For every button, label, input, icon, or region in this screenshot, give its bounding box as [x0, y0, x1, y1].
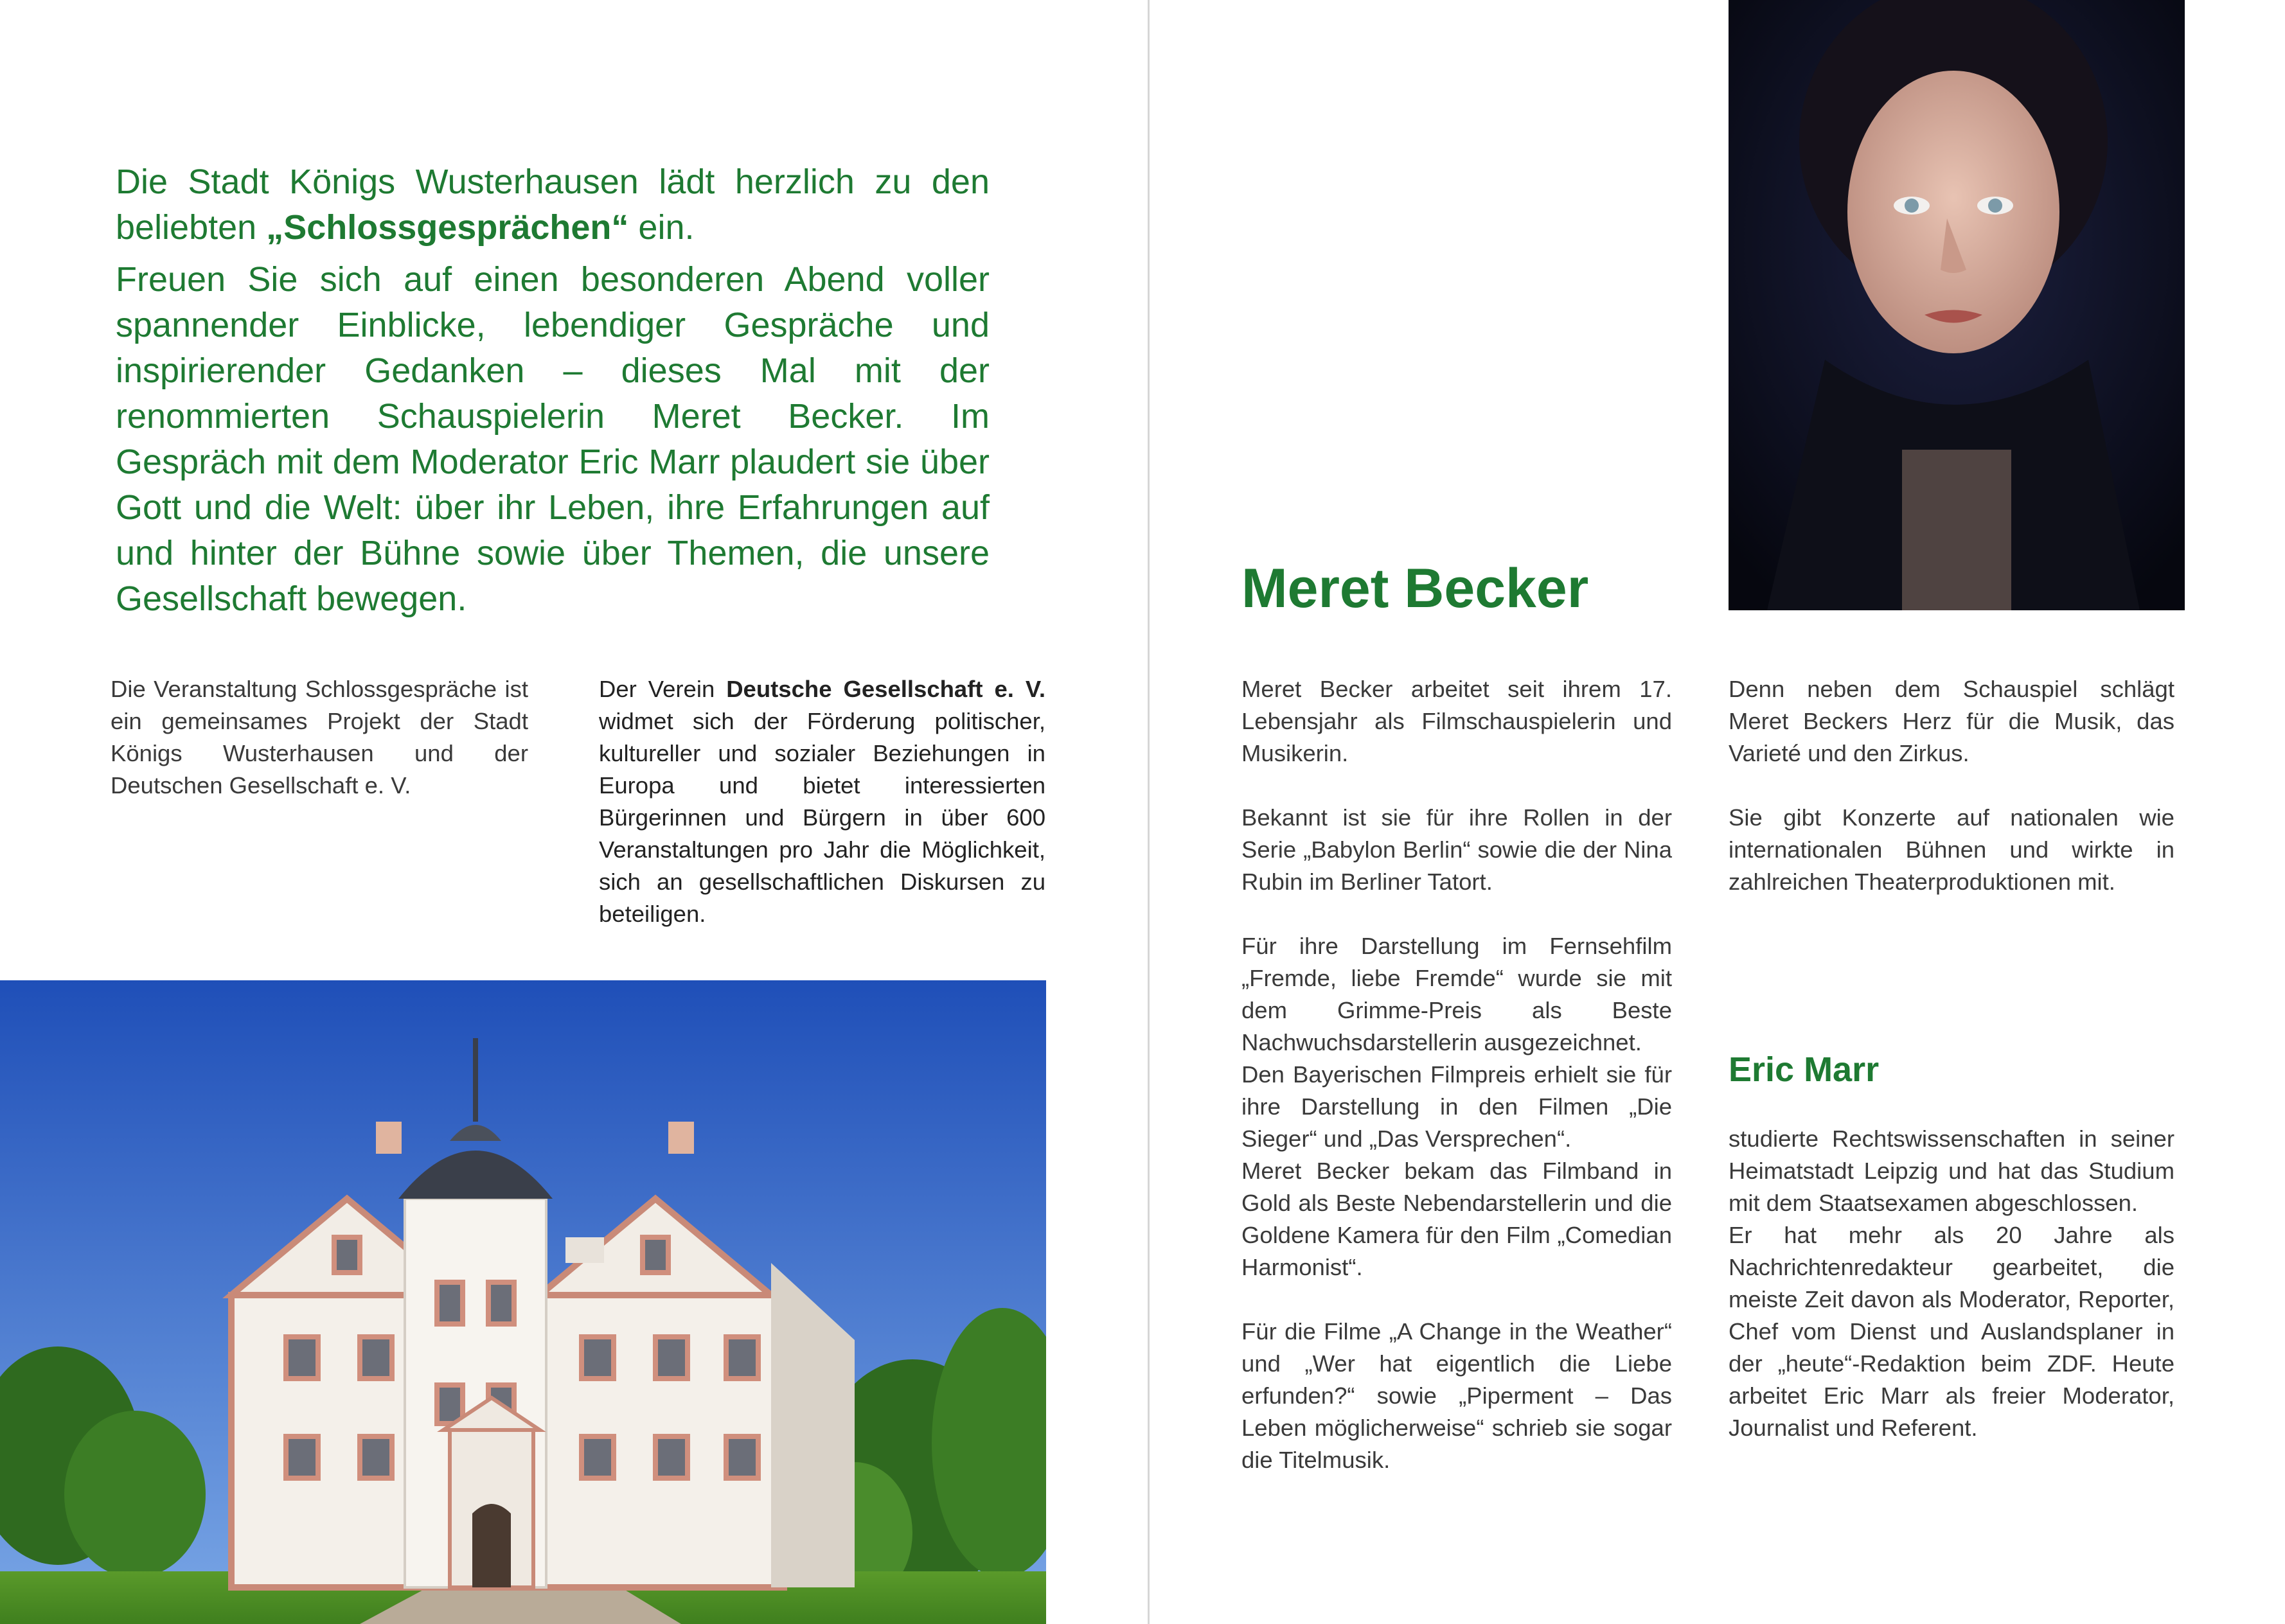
- intro-line-1: Die Stadt Königs Wusterhausen lädt herzlich zu den beliebten „Schlossgesprächen“ ein.: [116, 163, 990, 247]
- meret-p3b: Den Bayerischen Filmpreis erhielt sie für ihre Darstellung in den Filmen „Die Sieger“ und „Das Versprechen“.: [1241, 1061, 1672, 1152]
- meret-p6: Sie gibt Konzerte auf nationalen wie internationalen Bühnen und wirkte in zahlreichen Theaterproduktionen mit.: [1729, 804, 2174, 895]
- portrait-illustration: [1729, 0, 2185, 610]
- meret-becker-heading: Meret Becker: [1241, 558, 1589, 619]
- eric-marr-heading: Eric Marr: [1729, 1050, 1880, 1089]
- portrait-photo: [1729, 0, 2185, 610]
- meret-p3a: Für ihre Darstellung im Fernsehfilm „Fremde, liebe Fremde“ wurde sie mit dem Grimme-Preis als Beste Nachwuchsdarstellerin ausgezeichnet.: [1241, 933, 1672, 1055]
- meret-p4: Für die Filme „A Change in the Weather“ und „Wer hat eigentlich die Liebe erfunden?“ sowie „Piperment – Das Leben möglicherweise“ schrieb sie sogar die Titelmusik.: [1241, 1318, 1672, 1473]
- castle-photo: [0, 980, 1046, 1624]
- association-info-column: Der Verein Deutsche Gesellschaft e. V. widmet sich der Förderung politischer, kultureller und sozialer Beziehungen in Europa und bietet interessierten Bürgerinnen und Bürgern in über 600 Veranstaltungen pro Jahr die Möglichkeit, sich an gesellschaftlichen Diskursen zu beteiligen.: [599, 676, 1045, 927]
- meret-bio-column-2: [1729, 673, 2174, 898]
- intro-paragraph-2: Freuen Sie sich auf einen besonderen Abend voller spannender Einblicke, lebendiger Gespräche und inspirierender Gedanken – dieses Mal mit der renommierten Schauspielerin Meret Becker. Im Gespräch mit dem Moderator Eric Marr plaudert sie über Gott und die Welt: über ihr Leben, ihre Erfahrungen auf und hinter der Bühne sowie über Themen, die unsere Gesellschaft bewegen.: [116, 260, 990, 618]
- intro-bold-title: „Schlossgesprächen“: [266, 208, 629, 247]
- meret-p2: Bekannt ist sie für ihre Rollen in der Serie „Babylon Berlin“ sowie die der Nina Rubin im Berliner Tatort.: [1241, 804, 1672, 895]
- meret-p5: Denn neben dem Schauspiel schlägt Meret Beckers Herz für die Musik, das Varieté und den Zirkus.: [1729, 676, 2174, 766]
- castle-illustration: [0, 980, 1046, 1624]
- page-divider: [1148, 0, 1150, 1624]
- meret-bio-column-1: [1241, 673, 1672, 1476]
- eric-p2: Er hat mehr als 20 Jahre als Nachrichtenredakteur gearbeitet, die meiste Zeit davon als Moderator, Reporter, Chef vom Dienst und Auslandsplaner in der „heute“-Redaktion beim ZDF. Heute arbeitet Eric Marr als freier Moderator, Journalist und Referent.: [1729, 1222, 2174, 1441]
- association-name: Deutsche Gesellschaft e. V.: [726, 676, 1045, 702]
- project-info-column: Die Veranstaltung Schlossgespräche ist ein gemeinsames Projekt der Stadt Königs Wusterhausen und der Deutschen Gesellschaft e. V.: [111, 676, 528, 799]
- intro-text: [116, 159, 990, 622]
- eric-p1: studierte Rechtswissenschaften in seiner Heimatstadt Leipzig und hat das Studium mit dem Staatsexamen abgeschlossen.: [1729, 1125, 2174, 1216]
- eric-bio-column: [1729, 1123, 2174, 1444]
- meret-p3c: Meret Becker bekam das Filmband in Gold als Beste Nebendarstellerin und die Goldene Kamera für den Film „Comedian Harmonist“.: [1241, 1158, 1672, 1280]
- meret-p1: Meret Becker arbeitet seit ihrem 17. Lebensjahr als Filmschauspielerin und Musikerin.: [1241, 676, 1672, 766]
